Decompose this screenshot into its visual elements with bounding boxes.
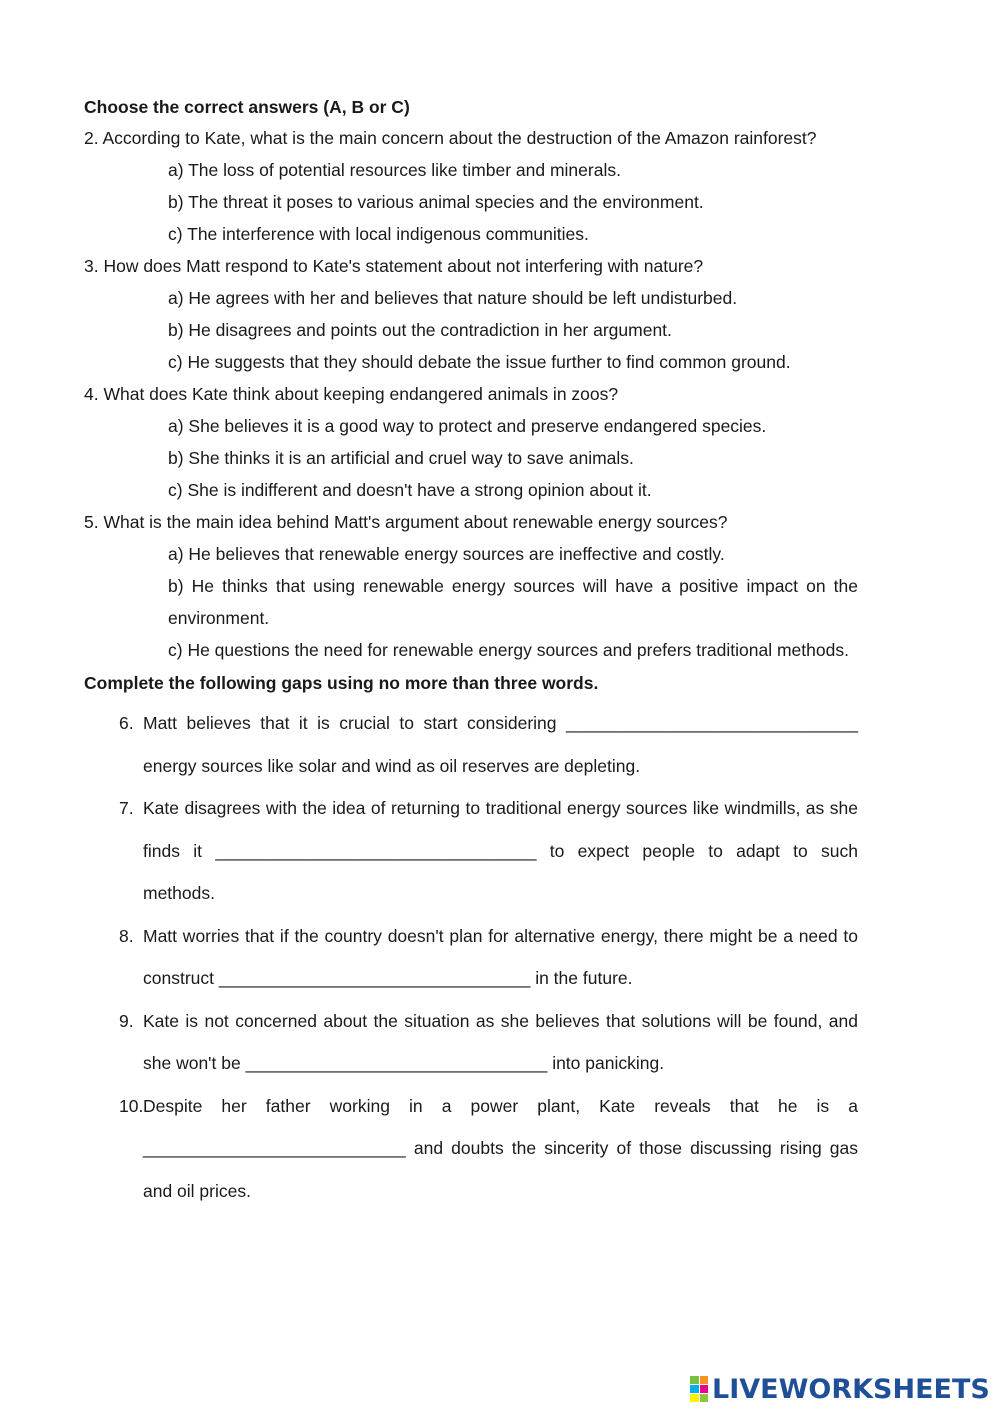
item-number: 7.: [119, 798, 134, 818]
option-b[interactable]: b) He thinks that using renewable energy sources will have a positive impact on the environment.: [168, 576, 858, 628]
gap-text-after: to expect people to adapt to such methods.: [143, 840, 858, 903]
gap-text-before: Despite her father working in a power plant, Kate reveals that he is a: [143, 1095, 858, 1116]
gap-blank[interactable]: ______________________________: [566, 713, 858, 733]
gap-text-before: Matt believes that it is crucial to start considering: [143, 713, 557, 733]
liveworksheets-logo: [690, 1375, 990, 1403]
gap-text-after: energy sources like solar and wind as oil reserves are depleting.: [143, 755, 641, 776]
gap-blank[interactable]: _________________________________: [215, 840, 537, 861]
question-text: 5. What is the main idea behind Matt's argument about renewable energy sources?: [84, 512, 728, 532]
item-number: 6.: [119, 713, 134, 733]
gap-blank[interactable]: ___________________________: [143, 1138, 406, 1158]
question-2: [84, 122, 858, 250]
option-b[interactable]: b) He disagrees and points out the contradiction in her argument.: [168, 320, 672, 340]
worksheet-page: [84, 92, 858, 1212]
logo-badge-icon: [690, 1376, 708, 1402]
gap-item-8: [84, 915, 858, 1000]
item-number: 10.: [119, 1095, 144, 1116]
gap-text-before: Kate is not concerned about the situation as she believes that solutions will be found, and she won't be: [143, 1010, 858, 1073]
question-text: 3. How does Matt respond to Kate's statement about not interfering with nature?: [84, 256, 704, 276]
gap-fill-list: [84, 702, 858, 1212]
gap-text-before: Matt worries that if the country doesn't plan for alternative energy, there might be a need to construct: [143, 925, 858, 988]
gap-text-after: into panicking.: [552, 1053, 665, 1073]
logo-text: LIVEWORKSHEETS: [712, 1373, 990, 1405]
gap-text-after: and doubts the sincerity of those discussing rising gas and oil prices.: [143, 1138, 858, 1201]
question-4: [84, 378, 858, 506]
gap-item-7: [84, 787, 858, 915]
option-b[interactable]: b) The threat it poses to various animal species and the environment.: [168, 192, 704, 212]
gap-text-after: in the future.: [535, 968, 633, 988]
item-number: 9.: [119, 1010, 134, 1031]
gap-item-9: [84, 1000, 858, 1085]
option-a[interactable]: a) The loss of potential resources like timber and minerals.: [168, 160, 621, 180]
question-3: [84, 250, 858, 378]
section2-heading: Complete the following gaps using no more than three words.: [84, 673, 599, 693]
gap-item-10: [84, 1085, 858, 1213]
option-b[interactable]: b) She thinks it is an artificial and cruel way to save animals.: [168, 448, 634, 468]
section1-heading: Choose the correct answers (A, B or C): [84, 97, 410, 117]
option-c[interactable]: c) He questions the need for renewable energy sources and prefers traditional methods.: [168, 640, 849, 660]
question-text: 4. What does Kate think about keeping endangered animals in zoos?: [84, 384, 619, 404]
question-5: [84, 506, 858, 666]
option-c[interactable]: c) The interference with local indigenous communities.: [168, 224, 589, 244]
option-c[interactable]: c) She is indifferent and doesn't have a strong opinion about it.: [168, 480, 652, 500]
gap-blank[interactable]: _______________________________: [245, 1053, 548, 1073]
gap-item-6: [84, 702, 858, 787]
option-a[interactable]: a) He agrees with her and believes that nature should be left undisturbed.: [168, 288, 738, 308]
question-text: 2. According to Kate, what is the main concern about the destruction of the Amazon rainforest?: [84, 128, 817, 148]
gap-blank[interactable]: ________________________________: [218, 968, 531, 988]
option-a[interactable]: a) He believes that renewable energy sources are ineffective and costly.: [168, 544, 725, 564]
option-c[interactable]: c) He suggests that they should debate the issue further to find common ground.: [168, 352, 791, 372]
gap-text-before: Kate disagrees with the idea of returning to traditional energy sources like windmills, as she finds it: [143, 798, 858, 861]
option-a[interactable]: a) She believes it is a good way to protect and preserve endangered species.: [168, 416, 767, 436]
item-number: 8.: [119, 925, 134, 946]
